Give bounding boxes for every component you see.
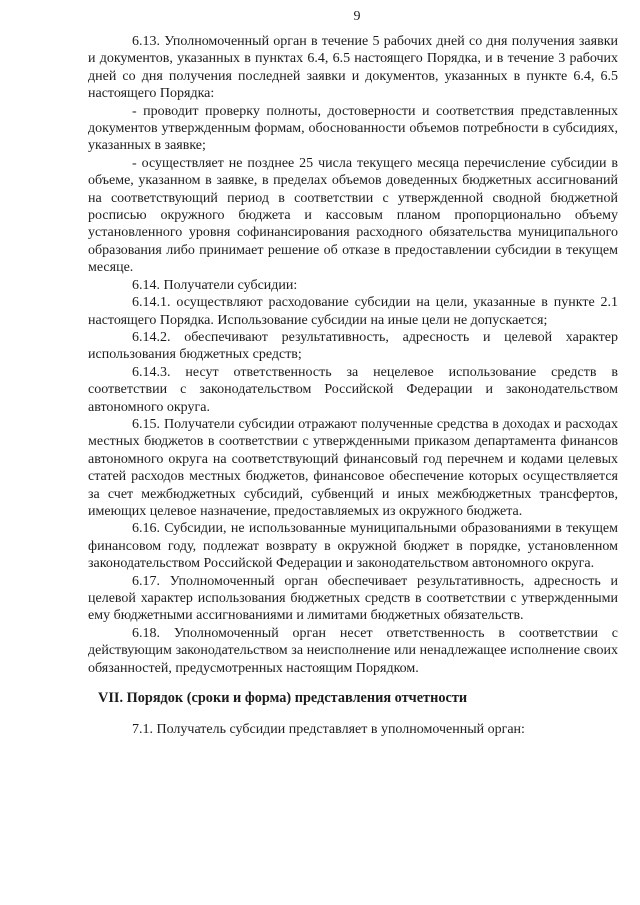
paragraph-6-14: 6.14. Получатели субсидии: [132, 277, 298, 293]
list-item-transfer: - осуществляет не позднее 25 числа текущего месяца перечисление субсидии в объеме, указанном в заявке, в пределах объемов доведенных бюджетных ассигнований на соответствующий период в соответствии с утвержденной сводной бюджетной росписью окружного бюджета и кассовым планом пропорционально объему установленного уровня софинансирования расходного обязательства муниципального образования либо принимает решение об отказе в предоставлении субсидии в текущем месяце. [88, 155, 618, 276]
document-body [88, 33, 618, 739]
paragraph-6-16: 6.16. Субсидии, не использованные муниципальными образованиями в текущем финансовом году, подлежат возврату в окружной бюджет в порядке, установленном законодательством Российской Федерации и законодательством автономного округа. [88, 521, 618, 572]
list-item-verification: - проводит проверку полноты, достоверности и соответствия представленных документов утвержденным формам, обоснованности объемов потребности в субсидиях, указанных в заявке; [88, 103, 618, 154]
section-title: VII. Порядок (сроки и форма) представления отчетности [98, 690, 468, 707]
paragraph-6-17: 6.17. Уполномоченный орган обеспечивает результативность, адресность и целевой характер использования бюджетных средств в соответствии с утвержденными ему бюджетными ассигнованиями и лимитами бюджетных обязательств. [88, 573, 618, 624]
paragraph-6-18: 6.18. Уполномоченный орган несет ответственность в соответствии с действующим законодательством за неисполнение или ненадлежащее исполнение своих обязанностей, предусмотренных настоящим Порядком. [88, 625, 618, 676]
paragraph-6-14-2: 6.14.2. обеспечивают результативность, адресность и целевой характер использования бюджетных средств; [88, 329, 618, 363]
page-number: 9 [353, 9, 361, 24]
paragraph-6-13: 6.13. Уполномоченный орган в течение 5 рабочих дней со дня получения заявки и документов, указанных в пунктах 6.4, 6.5 настоящего Порядка, и в течение 3 рабочих дней со дня получения последней заявки и документов, указанных в пункте 6.4, 6.5 настоящего Порядка: [88, 34, 618, 102]
paragraph-6-14-1: 6.14.1. осуществляют расходование субсидии на цели, указанные в пункте 2.1 настоящего Порядка. Использование субсидии на иные цели не допускается; [88, 295, 618, 328]
paragraph-6-14-3: 6.14.3. несут ответственность за нецелевое использование средств в соответствии с законодательством Российской Федерации и законодательством автономного округа. [88, 364, 618, 415]
paragraph-6-15: 6.15. Получатели субсидии отражают полученные средства в доходах и расходах местных бюджетов в соответствии с утвержденными приказом департамента финансов автономного округа на соответствующий финансовый год перечнем и кодами целевых статей расходов местных бюджетов, финансовое обеспечение которых осуществляется за счет межбюджетных субсидий, субвенций и иных межбюджетных трансфертов, имеющих целевое назначение, предоставляемых из окружного бюджета. [88, 416, 618, 519]
paragraph-7-1: 7.1. Получатель субсидии представляет в уполномоченный орган: [132, 722, 525, 738]
